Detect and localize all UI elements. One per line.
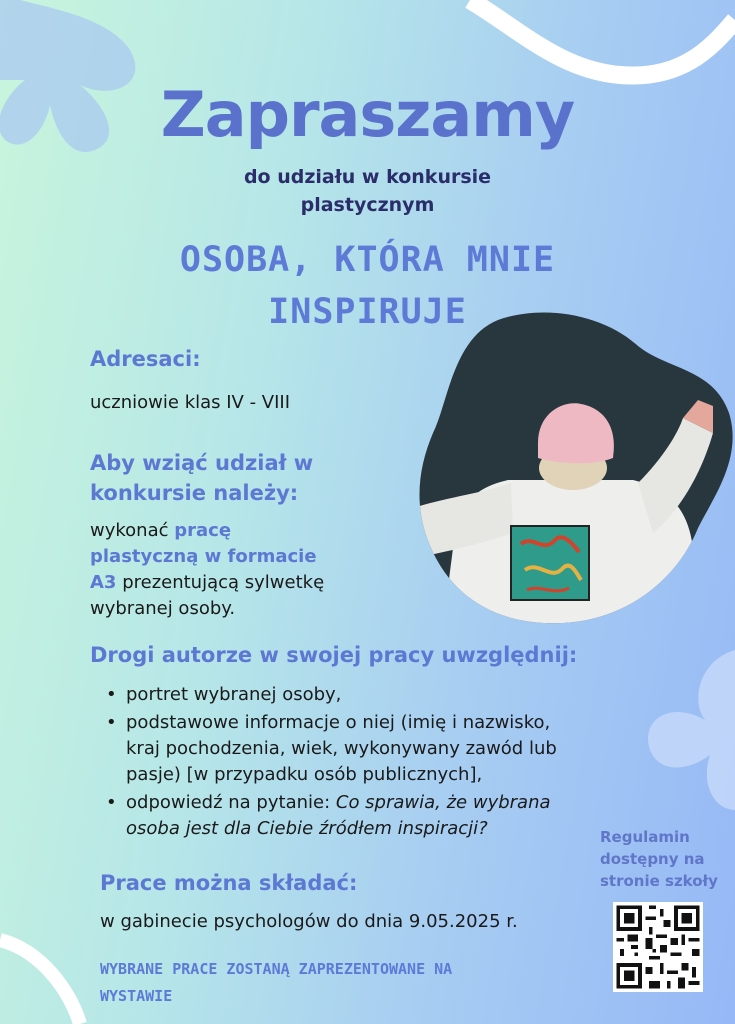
bullet-3-text: odpowiedź na pytanie: [126,792,336,813]
contest-title-line-1: OSOBA, KTÓRA MNIE [179,240,556,280]
page-title: Zapraszamy [160,78,575,151]
list-item [104,710,604,788]
bullet-1-text: portret wybranej osoby, [126,684,342,705]
exhibition-note-line-2: WYSTAWIE [100,987,173,1005]
swoosh-decoration-top-right [470,0,735,76]
exhibition-note [100,956,620,1010]
participation-text-b: prezentującą sylwetkę [116,572,325,593]
participation-heading-line-2: konkursie należy: [90,481,299,505]
exhibition-note-line-1: WYBRANE PRACE ZOSTANĄ ZAPREZENTOWANE NA [100,960,453,978]
contest-title-line-2: INSPIRUJE [268,292,467,332]
subtitle-line-1: do udziału w konkursie [243,166,492,188]
list-item [104,790,604,842]
inspiration-photo [413,308,733,626]
regulations-line-1: Regulamin [600,828,690,846]
addressees-text: uczniowie klas IV - VIII [90,392,291,413]
authors-heading: Drogi autorze w swojej pracy uwzględnij: [90,643,578,667]
qr-code[interactable] [613,902,703,992]
bullet-3-question-a: Co sprawia, że wybrana [335,792,551,813]
bullet-2-line-1: • podstawowe informacje o niej (imię i nazwisko, [126,712,551,733]
swoosh-decoration-bottom-left [0,940,80,1024]
bullet-2-line-3: pasje) [w przypadku osób publicznych], [126,764,483,785]
participation-highlight-3: A3 [90,572,117,593]
regulations-line-2: dostępny na [600,850,705,868]
participation-text-a: wykonać [90,520,175,541]
submission-text: w gabinecie psychologów do dnia 9.05.2025 r. [100,911,518,932]
subtitle [0,163,735,219]
participation-highlight-1: pracę [174,520,232,541]
participation-highlight-2: plastyczną w formacie [90,546,317,567]
regulations-note [600,826,730,892]
subtitle-line-2: plastycznym [300,194,435,216]
flower-decoration-right [648,650,735,810]
bullet-2-line-2: kraj pochodzenia, wiek, wykonywany zawód lub [126,738,557,759]
submission-heading: Prace można składać: [100,871,358,895]
regulations-line-3: stronie szkoły [600,872,718,890]
authors-list [104,682,604,844]
participation-text-c: wybranej osoby. [90,598,236,619]
bullet-3-question-b: osoba jest dla Ciebie źródłem inspiracji? [126,818,488,839]
participation-text [90,518,410,622]
list-item [104,682,604,708]
participation-heading-line-1: Aby wziąć udział w [90,451,314,475]
addressees-heading: Adresaci: [90,347,201,371]
participation-heading [90,448,313,508]
